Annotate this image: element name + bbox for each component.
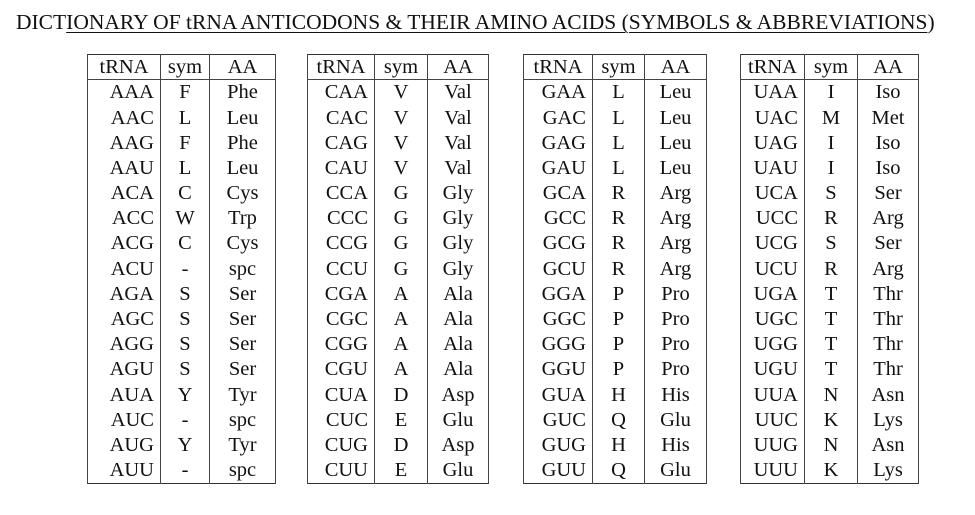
column-header-aa: AA xyxy=(645,55,707,80)
table-row xyxy=(524,130,707,155)
table-row xyxy=(524,332,707,357)
amino-acid-symbol-cell: C xyxy=(161,181,210,206)
table-row xyxy=(88,105,276,130)
amino-acid-abbrev-cell: Cys xyxy=(210,181,276,206)
table-row xyxy=(308,282,489,307)
trna-anticodon-cell: CGA xyxy=(308,282,375,307)
column-header-trna: tRNA xyxy=(741,55,805,80)
amino-acid-abbrev-cell: Asn xyxy=(858,382,919,407)
trna-anticodon-cell: UAC xyxy=(741,105,805,130)
trna-anticodon-cell: CGC xyxy=(308,307,375,332)
trna-anticodon-cell: UGG xyxy=(741,332,805,357)
trna-anticodon-cell: AAG xyxy=(88,130,161,155)
trna-anticodon-cell: GAC xyxy=(524,105,593,130)
amino-acid-abbrev-cell: Ser xyxy=(210,332,276,357)
table-row xyxy=(308,80,489,106)
amino-acid-abbrev-cell: Glu xyxy=(428,407,489,432)
amino-acid-symbol-cell: G xyxy=(375,206,428,231)
table-row xyxy=(88,307,276,332)
trna-anticodon-cell: UAG xyxy=(741,130,805,155)
amino-acid-symbol-cell: G xyxy=(375,231,428,256)
trna-anticodon-cell: CAC xyxy=(308,105,375,130)
trna-anticodon-cell: UCA xyxy=(741,181,805,206)
amino-acid-symbol-cell: R xyxy=(805,206,858,231)
amino-acid-symbol-cell: D xyxy=(375,433,428,458)
table-row xyxy=(524,105,707,130)
amino-acid-symbol-cell: L xyxy=(593,80,645,106)
amino-acid-abbrev-cell: Val xyxy=(428,130,489,155)
amino-acid-abbrev-cell: Ala xyxy=(428,282,489,307)
amino-acid-symbol-cell: G xyxy=(375,181,428,206)
amino-acid-symbol-cell: A xyxy=(375,282,428,307)
amino-acid-abbrev-cell: Leu xyxy=(645,80,707,106)
amino-acid-abbrev-cell: Glu xyxy=(645,407,707,432)
trna-anticodon-cell: GGG xyxy=(524,332,593,357)
amino-acid-abbrev-cell: Ala xyxy=(428,357,489,382)
trna-anticodon-cell: CAA xyxy=(308,80,375,106)
table-header-row xyxy=(741,55,919,80)
amino-acid-symbol-cell: N xyxy=(805,433,858,458)
title-prefix: DICT xyxy=(16,10,67,34)
trna-anticodon-cell: GCA xyxy=(524,181,593,206)
amino-acid-abbrev-cell: Phe xyxy=(210,130,276,155)
table-row xyxy=(88,231,276,256)
trna-anticodon-cell: CCA xyxy=(308,181,375,206)
amino-acid-symbol-cell: V xyxy=(375,156,428,181)
trna-anticodon-cell: CUU xyxy=(308,458,375,484)
amino-acid-abbrev-cell: spc xyxy=(210,407,276,432)
amino-acid-symbol-cell: A xyxy=(375,307,428,332)
trna-anticodon-cell: UUU xyxy=(741,458,805,484)
amino-acid-abbrev-cell: Tyr xyxy=(210,433,276,458)
amino-acid-symbol-cell: K xyxy=(805,458,858,484)
amino-acid-symbol-cell: L xyxy=(593,156,645,181)
table-row xyxy=(308,357,489,382)
amino-acid-abbrev-cell: Asp xyxy=(428,433,489,458)
table-row xyxy=(524,433,707,458)
table-row xyxy=(524,181,707,206)
amino-acid-abbrev-cell: Asp xyxy=(428,382,489,407)
column-header-trna: tRNA xyxy=(88,55,161,80)
amino-acid-symbol-cell: F xyxy=(161,130,210,155)
table-row xyxy=(524,282,707,307)
trna-anticodon-cell: UUC xyxy=(741,407,805,432)
trna-anticodon-cell: AUA xyxy=(88,382,161,407)
trna-anticodon-cell: UGA xyxy=(741,282,805,307)
table-row xyxy=(741,105,919,130)
trna-anticodon-cell: ACG xyxy=(88,231,161,256)
trna-anticodon-cell: GAU xyxy=(524,156,593,181)
table-row xyxy=(524,156,707,181)
anticodon-table-g xyxy=(523,54,707,484)
amino-acid-symbol-cell: V xyxy=(375,130,428,155)
amino-acid-symbol-cell: T xyxy=(805,332,858,357)
anticodon-table-u xyxy=(740,54,919,484)
trna-anticodon-cell: CCG xyxy=(308,231,375,256)
trna-anticodon-cell: GUU xyxy=(524,458,593,484)
page-title xyxy=(16,8,935,36)
trna-anticodon-cell: GGU xyxy=(524,357,593,382)
amino-acid-abbrev-cell: His xyxy=(645,382,707,407)
amino-acid-abbrev-cell: spc xyxy=(210,256,276,281)
table-row xyxy=(524,382,707,407)
amino-acid-abbrev-cell: spc xyxy=(210,458,276,484)
amino-acid-symbol-cell: E xyxy=(375,458,428,484)
table-row xyxy=(88,357,276,382)
amino-acid-abbrev-cell: Pro xyxy=(645,282,707,307)
amino-acid-abbrev-cell: Gly xyxy=(428,256,489,281)
table-row xyxy=(741,382,919,407)
column-header-sym: sym xyxy=(375,55,428,80)
table-row xyxy=(524,357,707,382)
amino-acid-abbrev-cell: Phe xyxy=(210,80,276,106)
amino-acid-symbol-cell: R xyxy=(593,181,645,206)
amino-acid-symbol-cell: - xyxy=(161,256,210,281)
amino-acid-symbol-cell: H xyxy=(593,382,645,407)
amino-acid-symbol-cell: H xyxy=(593,433,645,458)
amino-acid-abbrev-cell: Tyr xyxy=(210,382,276,407)
amino-acid-symbol-cell: R xyxy=(805,256,858,281)
amino-acid-symbol-cell: I xyxy=(805,80,858,106)
amino-acid-symbol-cell: I xyxy=(805,156,858,181)
trna-anticodon-cell: UAA xyxy=(741,80,805,106)
amino-acid-symbol-cell: Y xyxy=(161,382,210,407)
trna-anticodon-cell: UCC xyxy=(741,206,805,231)
amino-acid-symbol-cell: M xyxy=(805,105,858,130)
amino-acid-abbrev-cell: Arg xyxy=(645,206,707,231)
trna-anticodon-cell: GCC xyxy=(524,206,593,231)
column-header-aa: AA xyxy=(858,55,919,80)
trna-anticodon-cell: CCU xyxy=(308,256,375,281)
column-header-aa: AA xyxy=(210,55,276,80)
table-row xyxy=(741,357,919,382)
amino-acid-abbrev-cell: Lys xyxy=(858,458,919,484)
column-header-sym: sym xyxy=(805,55,858,80)
table-row xyxy=(741,206,919,231)
amino-acid-symbol-cell: Q xyxy=(593,458,645,484)
amino-acid-symbol-cell: S xyxy=(805,181,858,206)
trna-anticodon-cell: AGG xyxy=(88,332,161,357)
table-row xyxy=(308,307,489,332)
table-row xyxy=(308,382,489,407)
amino-acid-abbrev-cell: Leu xyxy=(210,156,276,181)
amino-acid-abbrev-cell: Val xyxy=(428,105,489,130)
amino-acid-abbrev-cell: Ala xyxy=(428,332,489,357)
amino-acid-abbrev-cell: Ser xyxy=(210,357,276,382)
trna-anticodon-cell: CUA xyxy=(308,382,375,407)
table-row xyxy=(741,231,919,256)
amino-acid-abbrev-cell: Thr xyxy=(858,332,919,357)
amino-acid-symbol-cell: A xyxy=(375,357,428,382)
amino-acid-abbrev-cell: Met xyxy=(858,105,919,130)
amino-acid-abbrev-cell: Gly xyxy=(428,206,489,231)
trna-anticodon-cell: CUG xyxy=(308,433,375,458)
table-row xyxy=(88,181,276,206)
table-row xyxy=(308,156,489,181)
amino-acid-symbol-cell: F xyxy=(161,80,210,106)
trna-anticodon-cell: GGC xyxy=(524,307,593,332)
amino-acid-symbol-cell: R xyxy=(593,206,645,231)
amino-acid-abbrev-cell: Arg xyxy=(858,206,919,231)
table-row xyxy=(741,458,919,484)
amino-acid-abbrev-cell: Leu xyxy=(645,156,707,181)
amino-acid-abbrev-cell: Val xyxy=(428,156,489,181)
trna-anticodon-cell: GCU xyxy=(524,256,593,281)
amino-acid-abbrev-cell: Thr xyxy=(858,357,919,382)
amino-acid-symbol-cell: R xyxy=(593,231,645,256)
trna-anticodon-cell: AAA xyxy=(88,80,161,106)
amino-acid-symbol-cell: N xyxy=(805,382,858,407)
amino-acid-symbol-cell: L xyxy=(593,105,645,130)
amino-acid-symbol-cell: W xyxy=(161,206,210,231)
table-header-row xyxy=(88,55,276,80)
trna-anticodon-cell: UGC xyxy=(741,307,805,332)
table-row xyxy=(308,256,489,281)
trna-anticodon-cell: GUG xyxy=(524,433,593,458)
table-row xyxy=(308,181,489,206)
trna-anticodon-cell: AGU xyxy=(88,357,161,382)
trna-anticodon-cell: UCG xyxy=(741,231,805,256)
trna-anticodon-cell: AUU xyxy=(88,458,161,484)
amino-acid-abbrev-cell: His xyxy=(645,433,707,458)
amino-acid-abbrev-cell: Thr xyxy=(858,282,919,307)
trna-anticodon-cell: ACA xyxy=(88,181,161,206)
table-row xyxy=(524,206,707,231)
table-row xyxy=(88,282,276,307)
amino-acid-symbol-cell: T xyxy=(805,307,858,332)
amino-acid-abbrev-cell: Ser xyxy=(858,181,919,206)
amino-acid-abbrev-cell: Cys xyxy=(210,231,276,256)
table-row xyxy=(88,156,276,181)
amino-acid-abbrev-cell: Lys xyxy=(858,407,919,432)
amino-acid-symbol-cell: P xyxy=(593,282,645,307)
trna-anticodon-cell: GGA xyxy=(524,282,593,307)
anticodon-table-a xyxy=(87,54,276,484)
trna-anticodon-cell: CAU xyxy=(308,156,375,181)
amino-acid-symbol-cell: T xyxy=(805,282,858,307)
table-row xyxy=(308,433,489,458)
table-row xyxy=(524,458,707,484)
trna-anticodon-cell: CGG xyxy=(308,332,375,357)
amino-acid-abbrev-cell: Thr xyxy=(858,307,919,332)
table-row xyxy=(741,332,919,357)
trna-anticodon-cell: AGA xyxy=(88,282,161,307)
trna-anticodon-cell: CUC xyxy=(308,407,375,432)
table-row xyxy=(88,80,276,106)
table-header-row xyxy=(308,55,489,80)
amino-acid-abbrev-cell: Glu xyxy=(645,458,707,484)
table-row xyxy=(88,433,276,458)
column-header-sym: sym xyxy=(593,55,645,80)
table-row xyxy=(524,231,707,256)
amino-acid-abbrev-cell: Asn xyxy=(858,433,919,458)
table-row xyxy=(524,407,707,432)
trna-anticodon-cell: CAG xyxy=(308,130,375,155)
title-suffix: ) xyxy=(927,10,935,34)
amino-acid-abbrev-cell: Arg xyxy=(645,181,707,206)
table-row xyxy=(308,407,489,432)
amino-acid-abbrev-cell: Val xyxy=(428,80,489,106)
amino-acid-abbrev-cell: Iso xyxy=(858,130,919,155)
amino-acid-symbol-cell: G xyxy=(375,256,428,281)
amino-acid-symbol-cell: S xyxy=(161,332,210,357)
amino-acid-symbol-cell: - xyxy=(161,458,210,484)
table-row xyxy=(308,458,489,484)
table-row xyxy=(308,231,489,256)
amino-acid-symbol-cell: R xyxy=(593,256,645,281)
amino-acid-symbol-cell: Q xyxy=(593,407,645,432)
table-row xyxy=(524,256,707,281)
amino-acid-abbrev-cell: Leu xyxy=(645,130,707,155)
column-header-sym: sym xyxy=(161,55,210,80)
anticodon-table-c xyxy=(307,54,489,484)
table-row xyxy=(524,80,707,106)
table-row xyxy=(741,130,919,155)
table-row xyxy=(308,105,489,130)
title-underlined: IONARY OF tRNA ANTICODONS & THEIR AMINO ACIDS (SYMBOLS & ABBREVIATIONS xyxy=(66,10,928,34)
table-row xyxy=(741,80,919,106)
amino-acid-abbrev-cell: Leu xyxy=(210,105,276,130)
trna-anticodon-cell: AUG xyxy=(88,433,161,458)
trna-anticodon-cell: CGU xyxy=(308,357,375,382)
table-row xyxy=(88,256,276,281)
amino-acid-abbrev-cell: Gly xyxy=(428,181,489,206)
amino-acid-symbol-cell: S xyxy=(161,307,210,332)
table-row xyxy=(741,181,919,206)
amino-acid-abbrev-cell: Pro xyxy=(645,357,707,382)
trna-anticodon-cell: ACU xyxy=(88,256,161,281)
column-header-aa: AA xyxy=(428,55,489,80)
table-row xyxy=(741,282,919,307)
amino-acid-symbol-cell: K xyxy=(805,407,858,432)
trna-anticodon-cell: UUG xyxy=(741,433,805,458)
amino-acid-symbol-cell: P xyxy=(593,332,645,357)
table-row xyxy=(741,307,919,332)
amino-acid-symbol-cell: I xyxy=(805,130,858,155)
amino-acid-symbol-cell: E xyxy=(375,407,428,432)
amino-acid-symbol-cell: C xyxy=(161,231,210,256)
amino-acid-symbol-cell: L xyxy=(593,130,645,155)
amino-acid-abbrev-cell: Ser xyxy=(858,231,919,256)
amino-acid-symbol-cell: - xyxy=(161,407,210,432)
trna-anticodon-cell: GAA xyxy=(524,80,593,106)
trna-anticodon-cell: UCU xyxy=(741,256,805,281)
table-row xyxy=(88,130,276,155)
amino-acid-symbol-cell: S xyxy=(161,282,210,307)
table-row xyxy=(741,433,919,458)
trna-anticodon-cell: GCG xyxy=(524,231,593,256)
column-header-trna: tRNA xyxy=(524,55,593,80)
amino-acid-abbrev-cell: Leu xyxy=(645,105,707,130)
amino-acid-abbrev-cell: Pro xyxy=(645,332,707,357)
table-row xyxy=(88,332,276,357)
trna-anticodon-cell: GUA xyxy=(524,382,593,407)
amino-acid-symbol-cell: P xyxy=(593,357,645,382)
trna-anticodon-cell: AGC xyxy=(88,307,161,332)
trna-anticodon-cell: UGU xyxy=(741,357,805,382)
trna-anticodon-cell: GUC xyxy=(524,407,593,432)
amino-acid-symbol-cell: D xyxy=(375,382,428,407)
amino-acid-symbol-cell: V xyxy=(375,80,428,106)
trna-anticodon-cell: UAU xyxy=(741,156,805,181)
table-row xyxy=(88,382,276,407)
trna-anticodon-cell: UUA xyxy=(741,382,805,407)
table-header-row xyxy=(524,55,707,80)
amino-acid-symbol-cell: S xyxy=(161,357,210,382)
amino-acid-abbrev-cell: Iso xyxy=(858,156,919,181)
amino-acid-symbol-cell: Y xyxy=(161,433,210,458)
amino-acid-abbrev-cell: Pro xyxy=(645,307,707,332)
amino-acid-abbrev-cell: Trp xyxy=(210,206,276,231)
trna-anticodon-cell: ACC xyxy=(88,206,161,231)
table-row xyxy=(741,256,919,281)
amino-acid-symbol-cell: L xyxy=(161,156,210,181)
amino-acid-abbrev-cell: Glu xyxy=(428,458,489,484)
amino-acid-abbrev-cell: Arg xyxy=(858,256,919,281)
trna-anticodon-cell: GAG xyxy=(524,130,593,155)
amino-acid-abbrev-cell: Arg xyxy=(645,231,707,256)
table-row xyxy=(308,206,489,231)
table-row xyxy=(741,407,919,432)
column-header-trna: tRNA xyxy=(308,55,375,80)
trna-anticodon-cell: AAC xyxy=(88,105,161,130)
amino-acid-symbol-cell: S xyxy=(805,231,858,256)
amino-acid-abbrev-cell: Ala xyxy=(428,307,489,332)
table-row xyxy=(88,407,276,432)
table-row xyxy=(88,206,276,231)
amino-acid-symbol-cell: P xyxy=(593,307,645,332)
amino-acid-symbol-cell: L xyxy=(161,105,210,130)
trna-anticodon-cell: AAU xyxy=(88,156,161,181)
table-row xyxy=(524,307,707,332)
table-row xyxy=(308,332,489,357)
trna-anticodon-cell: AUC xyxy=(88,407,161,432)
amino-acid-symbol-cell: A xyxy=(375,332,428,357)
amino-acid-abbrev-cell: Gly xyxy=(428,231,489,256)
trna-anticodon-cell: CCC xyxy=(308,206,375,231)
amino-acid-abbrev-cell: Iso xyxy=(858,80,919,106)
amino-acid-symbol-cell: T xyxy=(805,357,858,382)
table-row xyxy=(308,130,489,155)
amino-acid-abbrev-cell: Arg xyxy=(645,256,707,281)
table-row xyxy=(88,458,276,484)
amino-acid-symbol-cell: V xyxy=(375,105,428,130)
amino-acid-abbrev-cell: Ser xyxy=(210,307,276,332)
table-row xyxy=(741,156,919,181)
amino-acid-abbrev-cell: Ser xyxy=(210,282,276,307)
